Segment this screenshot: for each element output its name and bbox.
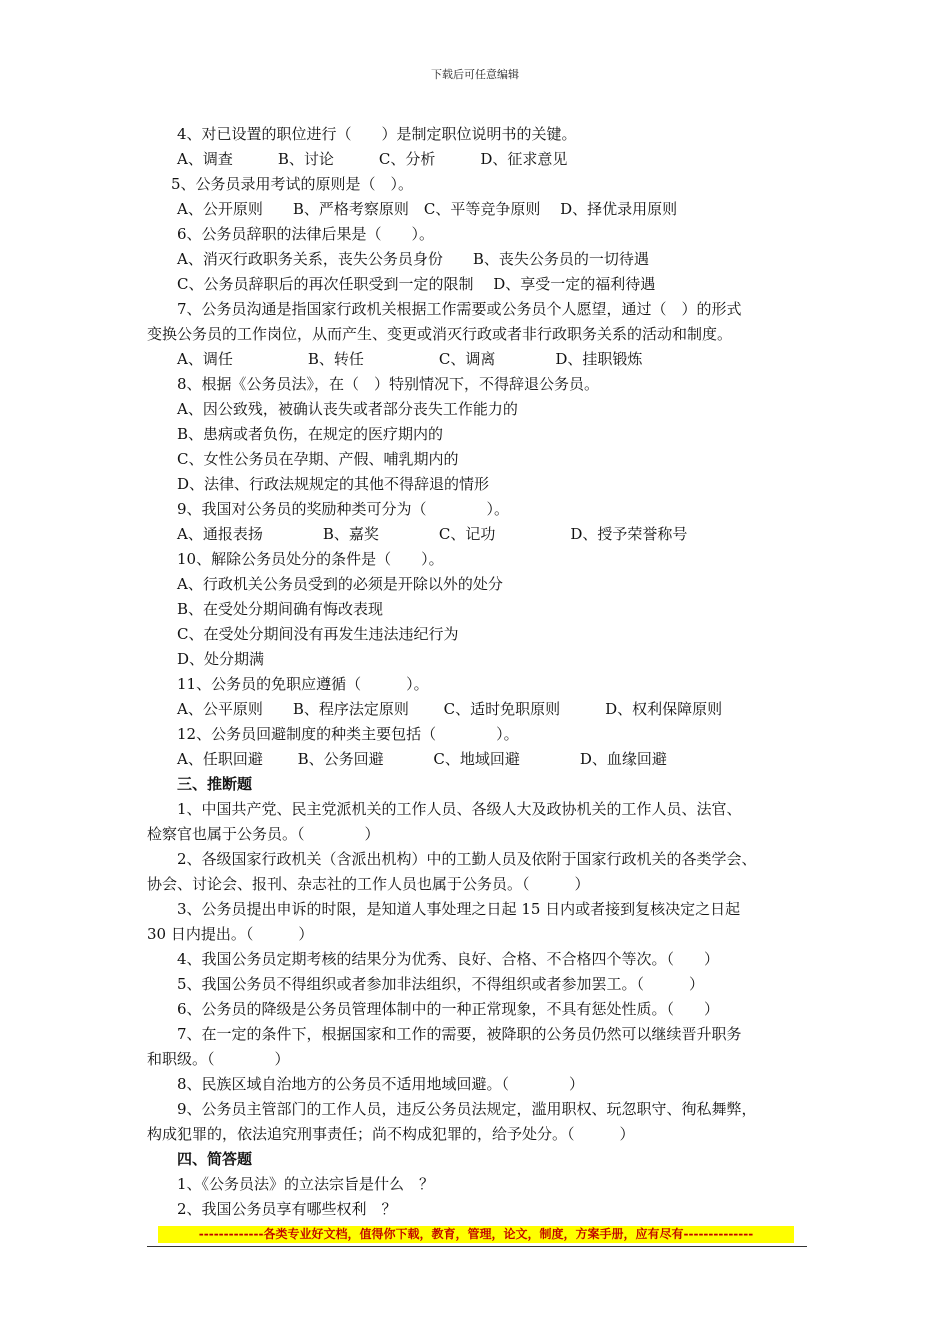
text-line: 6、公务员辞职的法律后果是（ ）。	[177, 225, 435, 243]
text-line: 和职级。（ ）	[147, 1050, 290, 1068]
text-line: 4、我国公务员定期考核的结果分为优秀、良好、合格、不合格四个等次。（ ）	[177, 950, 720, 968]
text-line: C、公务员辞职后的再次任职受到一定的限制 D、享受一定的福利待遇	[177, 275, 656, 293]
text-line: 1、《公务员法》的立法宗旨是什么 ？	[177, 1175, 435, 1193]
footer-rule	[147, 1246, 807, 1247]
text-line: A、任职回避 B、公务回避 C、地域回避 D、血缘回避	[177, 750, 667, 768]
text-line: 7、在一定的条件下，根据国家和工作的需要，被降职的公务员仍然可以继续晋升职务	[177, 1025, 742, 1043]
text-line: A、行政机关公务员受到的必须是开除以外的处分	[177, 575, 503, 593]
text-line: 协会、讨论会、报刊、杂志社的工作人员也属于公务员。（ ）	[147, 875, 590, 893]
text-line: B、在受处分期间确有悔改表现	[177, 600, 384, 618]
text-line: 12、公务员回避制度的种类主要包括（ ）。	[177, 725, 519, 743]
text-line: 8、民族区域自治地方的公务员不适用地域回避。（ ）	[177, 1075, 585, 1093]
text-line: 9、我国对公务员的奖励种类可分为（ ）。	[177, 500, 510, 518]
text-line: 4、对已设置的职位进行（ ）是制定职位说明书的关键。	[177, 125, 577, 143]
text-line: A、调查 B、讨论 C、分析 D、征求意见	[177, 150, 568, 168]
text-line: 6、公务员的降级是公务员管理体制中的一种正常现象，不具有惩处性质。（ ）	[177, 1000, 720, 1018]
text-line: D、处分期满	[177, 650, 265, 668]
text-line: 5、我国公务员不得组织或者参加非法组织，不得组织或者参加罢工。（ ）	[177, 975, 705, 993]
page-header: 下载后可任意编辑	[431, 68, 519, 81]
text-line: 三、推断题	[177, 775, 253, 793]
text-line: A、通报表扬 B、嘉奖 C、记功 D、授予荣誉称号	[177, 525, 688, 543]
text-line: 变换公务员的工作岗位，从而产生、变更或消灭行政或者非行政职务关系的活动和制度。	[147, 325, 733, 343]
text-line: 8、根据《公务员法》，在（ ）特别情况下，不得辞退公务员。	[177, 375, 600, 393]
document-body	[147, 122, 827, 1222]
text-line: A、公开原则 B、严格考察原则 C、平等竞争原则 D、择优录用原则	[177, 200, 678, 218]
text-line: C、在受处分期间没有再发生违法违纪行为	[177, 625, 459, 643]
text-line: 2、我国公务员享有哪些权利 ？	[177, 1200, 397, 1218]
text-line: 10、解除公务员处分的条件是（ ）。	[177, 550, 444, 568]
text-line: 检察官也属于公务员。（ ）	[147, 825, 380, 843]
text-line: A、公平原则 B、程序法定原则 C、适时免职原则 D、权利保障原则	[177, 700, 723, 718]
text-line: A、调任 B、转任 C、调离 D、挂职锻炼	[177, 350, 643, 368]
text-line: 3、公务员提出申诉的时限，是知道人事处理之日起 15 日内或者接到复核决定之日起	[177, 900, 741, 918]
footer-banner: -------------各类专业好文档，值得你下载，教育，管理，论文，制度，方案手册，应有尽有--------------	[158, 1226, 794, 1243]
text-line: 四、简答题	[177, 1150, 253, 1168]
text-line: 5、公务员录用考试的原则是（ ）。	[171, 175, 414, 193]
text-line: 7、公务员沟通是指国家行政机关根据工作需要或公务员个人愿望，通过（ ）的形式	[177, 300, 742, 318]
text-line: 构成犯罪的，依法追究刑事责任；尚不构成犯罪的，给予处分。（ ）	[147, 1125, 635, 1143]
text-line: 9、公务员主管部门的工作人员，违反公务员法规定，滥用职权、玩忽职守、徇私舞弊，	[177, 1100, 757, 1118]
text-line: 30 日内提出。（ ）	[147, 925, 314, 943]
text-line: C、女性公务员在孕期、产假、哺乳期内的	[177, 450, 459, 468]
text-line: D、法律、行政法规规定的其他不得辞退的情形	[177, 475, 490, 493]
text-line: A、消灭行政职务关系，丧失公务员身份 B、丧失公务员的一切待遇	[177, 250, 649, 268]
text-line: 11、公务员的免职应遵循（ ）。	[177, 675, 429, 693]
text-line: B、患病或者负伤，在规定的医疗期内的	[177, 425, 444, 443]
text-line: 1、中国共产党、民主党派机关的工作人员、各级人大及政协机关的工作人员、法官、	[177, 800, 742, 818]
text-line: A、因公致残，被确认丧失或者部分丧失工作能力的	[177, 400, 518, 418]
text-line: 2、各级国家行政机关（含派出机构）中的工勤人员及依附于国家行政机关的各类学会、	[177, 850, 757, 868]
